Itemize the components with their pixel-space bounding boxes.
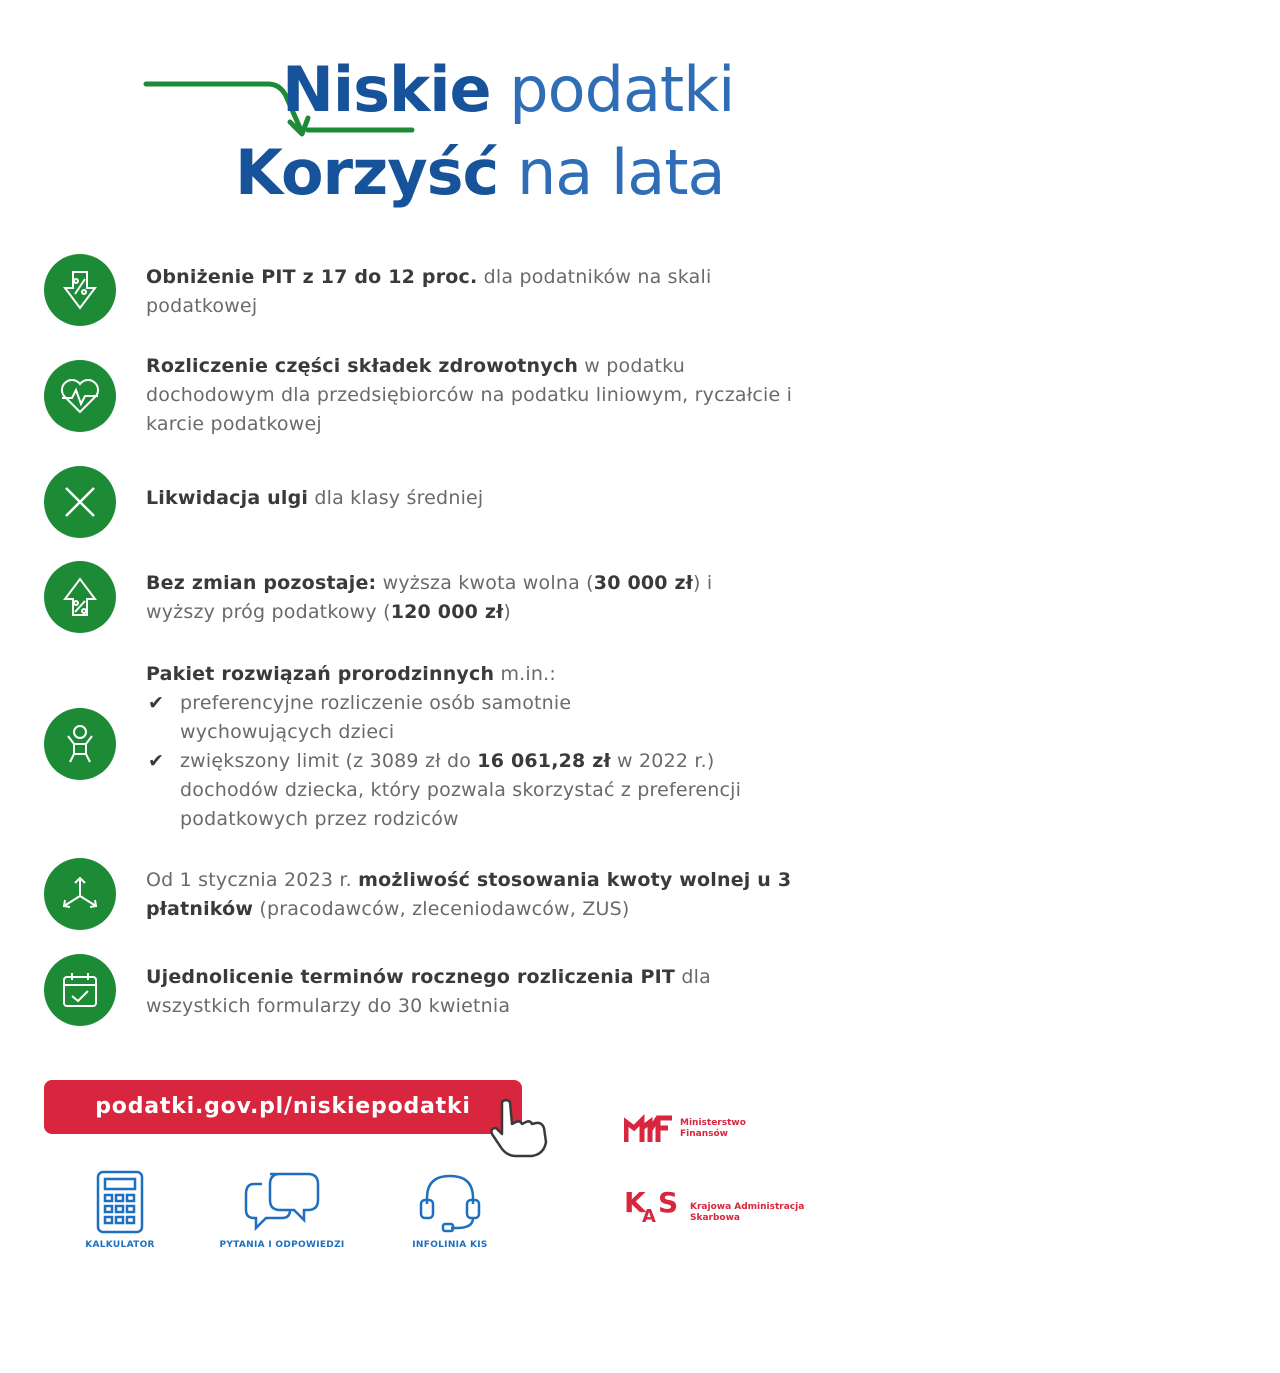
- title-line-2-bold: Korzyść: [235, 136, 499, 209]
- bullet-text: zwiększony limit (z 3089 zł do: [180, 750, 478, 772]
- infoline-label: INFOLINIA KIS: [412, 1240, 488, 1250]
- title-line-2-light: na lata: [517, 136, 725, 209]
- item-text: [146, 963, 786, 1021]
- bullet-item: [146, 747, 800, 834]
- item-rest: dla wszystkich formularzy do 30 kwietnia: [146, 966, 711, 1017]
- item-bold: Likwidacja ulgi: [146, 487, 309, 509]
- headset-icon: [417, 1170, 483, 1234]
- item-bold: Obniżenie PIT z 17 do 12 proc.: [146, 266, 478, 288]
- item-rest: Od 1 stycznia 2023 r.: [146, 869, 359, 891]
- header: [140, 50, 780, 220]
- item-bold-amount: 120 000 zł: [390, 601, 504, 623]
- item-bold: możliwość stosowania kwoty wolnej u 3 płatników: [146, 869, 792, 920]
- title-line-2: [235, 138, 725, 208]
- item-rest: wyższa kwota wolna (: [376, 572, 594, 594]
- title-line-1: [282, 55, 734, 125]
- item-bold: Bez zmian pozostaje:: [146, 572, 377, 594]
- item-bold: Ujednolicenie terminów rocznego rozliczenia PIT: [146, 966, 676, 988]
- bullet-bold-amount: 16 061,28 zł: [477, 750, 611, 772]
- checkmark-icon: ✔: [148, 692, 165, 714]
- title-line-1-bold: Niskie: [282, 53, 491, 126]
- item-rest: dla klasy średniej: [308, 487, 484, 509]
- website-link-button[interactable]: podatki.gov.pl/niskiepodatki: [44, 1080, 522, 1134]
- kas-name-line1: Krajowa Administracja: [690, 1202, 805, 1212]
- item-text: [146, 352, 816, 439]
- item-text: [146, 569, 786, 627]
- percent-up-arrow-icon: [44, 561, 116, 633]
- pointer-hand-icon: [488, 1098, 552, 1160]
- item-bold: Rozliczenie części składek zdrowotnych: [146, 355, 579, 377]
- percent-down-arrow-icon: [44, 254, 116, 326]
- speech-bubbles-icon: [242, 1170, 322, 1234]
- calculator-link[interactable]: [50, 1170, 190, 1250]
- heart-pulse-icon: [44, 360, 116, 432]
- checkmark-icon: ✔: [148, 750, 165, 772]
- kas-name: [690, 1202, 804, 1224]
- split-arrows-icon: [44, 858, 116, 930]
- ministry-name: [680, 1118, 746, 1140]
- infoline-link[interactable]: [380, 1170, 520, 1250]
- item-rest: w podatku dochodowym dla przedsiębiorców na podatku liniowym, ryczałcie i karcie podatkowej: [146, 355, 793, 435]
- ministry-name-line2: Finansów: [680, 1129, 728, 1139]
- calculator-icon: [90, 1170, 150, 1234]
- ministry-of-finance-emblem-icon: [624, 1108, 676, 1144]
- item-rest: ): [503, 601, 512, 623]
- ministry-of-finance-logo: [624, 1108, 784, 1148]
- item-text: [146, 263, 786, 321]
- item-bold-amount: 30 000 zł: [593, 572, 694, 594]
- bullet-text: preferencyjne rozliczenie osób samotnie wychowujących dzieci: [180, 692, 572, 743]
- item-bold: Pakiet rozwiązań prorodzinnych: [146, 663, 495, 685]
- item-text: [146, 866, 826, 924]
- item-rest: m.in.:: [494, 663, 556, 685]
- kas-logo: [624, 1182, 824, 1226]
- child-icon: [44, 708, 116, 780]
- calculator-label: KALKULATOR: [85, 1240, 155, 1250]
- item-rest: ) i wyższy próg podatkowy (: [146, 572, 713, 623]
- item-text: [146, 660, 806, 834]
- item-rest: (pracodawców, zleceniodawców, ZUS): [253, 898, 630, 920]
- title-line-1-light: podatki: [509, 53, 735, 126]
- cross-icon: [44, 466, 116, 538]
- ministry-name-line1: Ministerstwo: [680, 1118, 746, 1128]
- kas-emblem-icon: [624, 1182, 684, 1226]
- faq-label: PYTANIA I ODPOWIEDZI: [219, 1240, 345, 1250]
- bullet-item: [146, 689, 660, 747]
- faq-link[interactable]: [212, 1170, 352, 1250]
- calendar-check-icon: [44, 954, 116, 1026]
- kas-name-line2: Skarbowa: [690, 1213, 740, 1223]
- svg-text:K: K: [624, 1186, 646, 1219]
- svg-text:S: S: [658, 1186, 679, 1219]
- svg-text:A: A: [642, 1206, 656, 1226]
- bullet-text: w 2022 r.) dochodów dziecka, który pozwala skorzystać z preferencji podatkowych przez rodziców: [180, 750, 742, 830]
- bullet-list: [146, 689, 806, 834]
- item-text: [146, 484, 786, 513]
- item-rest: dla podatników na skali podatkowej: [146, 266, 712, 317]
